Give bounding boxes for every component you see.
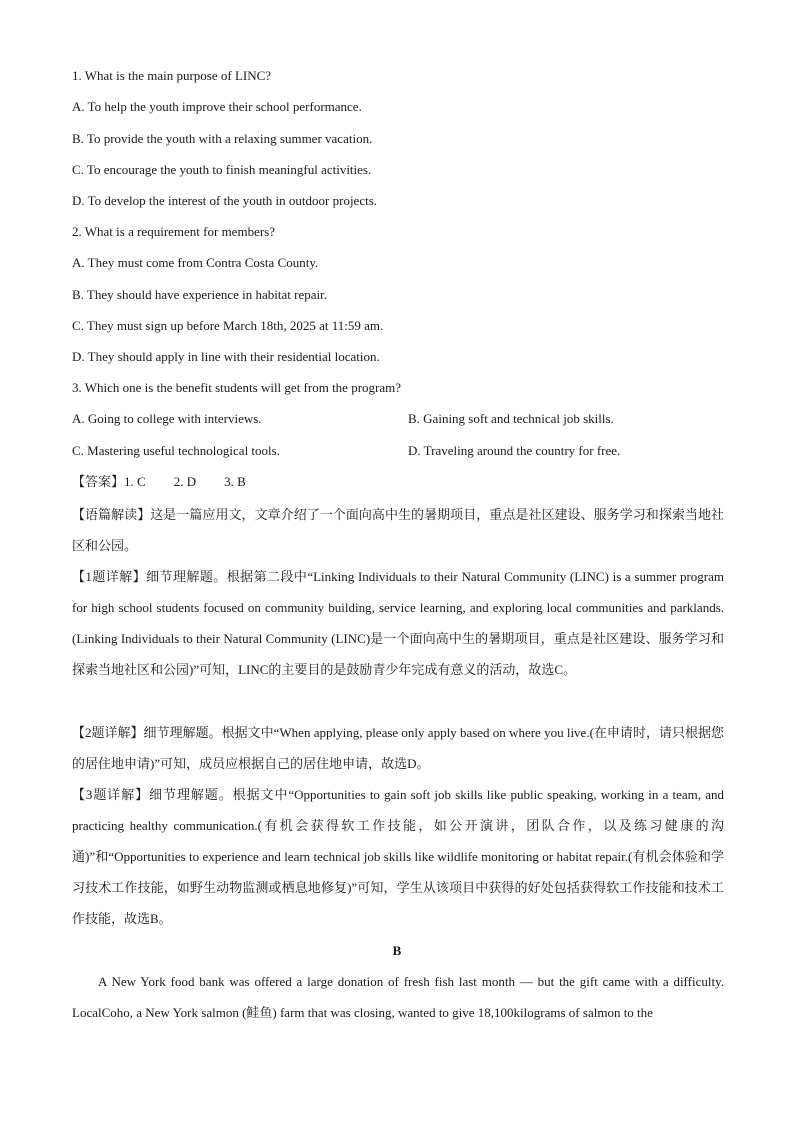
question-1-option-a: A. To help the youth improve their school performance. [72,99,362,114]
question-1-option-d: D. To develop the interest of the youth in outdoor projects. [72,193,378,208]
question-1-option-b: B. To provide the youth with a relaxing summer vacation. [72,131,373,146]
question-1-stem: 1. What is the main purpose of LINC? [72,68,272,83]
question-3-stem: 3. Which one is the benefit students will get from the program? [72,380,402,395]
question-1-option-c: C. To encourage the youth to finish meaningful activities. [72,162,372,177]
explanation-3: 【3题详解】细节理解题。根据文中“Opportunities to gain soft job skills like public speaking, working in a team, and practicing healthy communication.(有机会获得软工作技能，如公开演讲，团队合作，以及练习健康的沟通)”和“Opportunities to experience and learn technical job skills like wildlife monitoring or habitat repair.(有机会体验和学习技术工作技能，如野生动物监测或栖息地修复)”可知，学生从该项目中获得的好处包括获得软工作技能和技术工作技能，故选B。 [72,787,724,926]
section-b-paragraph: A New York food bank was offered a large donation of fresh fish last month — but the gift came with a difficulty. LocalCoho, a New York salmon (鲑鱼) farm that was closing, wanted to give 18,100kilograms of salmon to the [72,974,724,1020]
passage-analysis: 【语篇解读】这是一篇应用文，文章介绍了一个面向高中生的暑期项目，重点是社区建设、服务学习和探索当地社区和公园。 [72,507,724,553]
explanation-1: 【1题详解】细节理解题。根据第二段中“Linking Individuals to their Natural Community (LINC) is a summer program for high school students focused on community building, service learning, and exploring local communities and parklands.(Linking Individuals to their Natural Community (LINC)是一个面向高中生的暑期项目，重点是社区建设、服务学习和探索当地社区和公园)”可知，LINC的主要目的是鼓励青少年完成有意义的活动，故选C。 [72,569,724,677]
question-3-option-b: B. Gaining soft and technical job skills. [408,411,614,426]
question-2-option-d: D. They should apply in line with their residential location. [72,349,380,364]
answer-tag: 【答案】 [72,475,125,490]
question-3-option-c: C. Mastering useful technological tools. [72,443,280,458]
explanation-2: 【2题详解】细节理解题。根据文中“When applying, please only apply based on where you live.(在申请时，请只根据您的居住地申请)”可知，成员应根据自己的居住地申请，故选D。 [72,725,724,771]
answer-item-3: 3. B [224,474,246,489]
question-2-option-a: A. They must come from Contra Costa County. [72,255,319,270]
section-b-heading: B [392,943,402,958]
question-3-option-a: A. Going to college with interviews. [72,411,262,426]
answer-item-1: 1. C [124,474,146,489]
question-3-option-d: D. Traveling around the country for free. [408,443,621,458]
answer-item-2: 2. D [173,474,197,489]
answer-line [72,474,246,491]
question-2-option-b: B. They should have experience in habitat repair. [72,287,327,302]
question-2-option-c: C. They must sign up before March 18th, 2025 at 11:59 am. [72,318,384,333]
question-2-stem: 2. What is a requirement for members? [72,224,275,239]
